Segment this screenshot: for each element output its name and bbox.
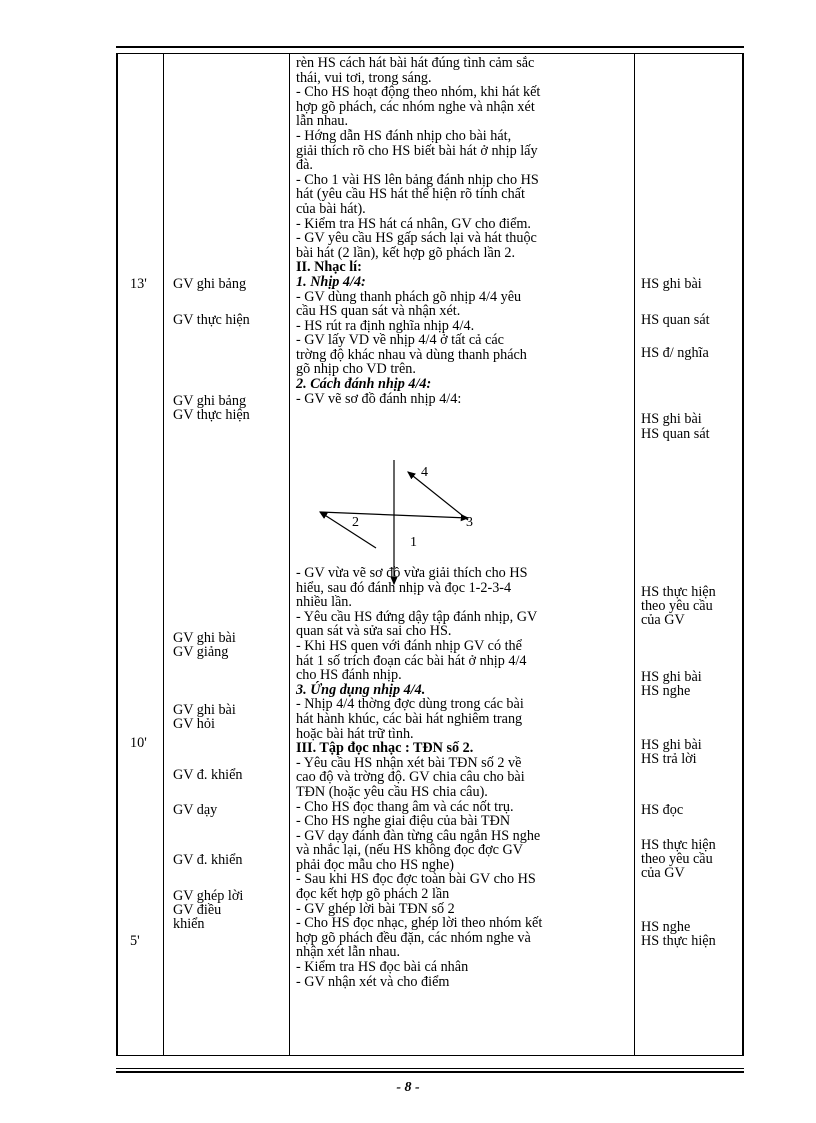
content-line: TĐN (hoặc yêu cầu HS chia câu).	[296, 783, 488, 800]
header-rule-thick	[116, 46, 744, 48]
content-line: - HS rút ra định nghĩa nhịp 4/4.	[296, 317, 475, 334]
teacher-activity: GV đ. khiển	[173, 852, 243, 868]
time-cell: 5'	[130, 933, 140, 949]
content-line: - Cho HS nghe giai điệu của bài TĐN	[296, 813, 511, 830]
table-border-left	[116, 54, 118, 1055]
content-line: hiểu, sau đó đánh nhịp và đọc 1-2-3-4	[296, 579, 512, 596]
student-activity: HS ghi bài	[641, 276, 702, 292]
teacher-activity: GV thực hiện	[173, 312, 250, 328]
content-line: đà.	[296, 157, 313, 174]
content-line: lẫn nhau.	[296, 113, 349, 130]
footer-rule-thin	[116, 1068, 744, 1069]
content-line: - Hớng dẫn HS đánh nhịp cho bài hát,	[296, 127, 512, 144]
content-line: giải thích rõ cho HS biết bài hát ở nhịp lấy	[296, 142, 538, 159]
content-line: nhận xét lẫn nhau.	[296, 944, 401, 961]
page-number: - 8 -	[396, 1080, 420, 1095]
student-activity: HS nghe	[641, 919, 691, 935]
content-line: - Kiểm tra HS hát cá nhân, GV cho điểm.	[296, 215, 531, 232]
content-line: - Yêu cầu HS đứng dậy tập đánh nhịp, GV	[296, 608, 538, 625]
teacher-activity: GV đ. khiển	[173, 767, 243, 783]
student-activity: HS trả lời	[641, 751, 697, 767]
table-bottom-rule	[116, 1055, 744, 1056]
content-line: cho HS đánh nhịp.	[296, 667, 402, 684]
teacher-activity: GV ghi bảng	[173, 393, 247, 409]
content-line: hợp gõ phách đều đặn, các nhóm nghe và	[296, 929, 531, 946]
teacher-activity: GV điều	[173, 902, 222, 918]
content-line: phải đọc mẫu cho HS nghe)	[296, 856, 454, 873]
content-line: - Sau khi HS đọc đợc toàn bài GV cho HS	[296, 871, 536, 888]
student-activity: HS ghi bài	[641, 737, 702, 753]
content-line: đọc kết hợp gõ phách 2 lần	[296, 886, 450, 903]
teacher-activity: GV ghi bảng	[173, 276, 247, 292]
beat-4-stroke	[408, 472, 468, 520]
col-divider-2	[289, 54, 290, 1055]
content-line: nhiều lần.	[296, 594, 352, 611]
student-activity: HS thực hiện	[641, 837, 716, 853]
content-line: thái, vui tơi, trong sáng.	[296, 69, 432, 86]
content-line: - GV dùng thanh phách gõ nhịp 4/4 yêu	[296, 288, 522, 305]
content-line: - Cho 1 vài HS lên bảng đánh nhịp cho HS	[296, 171, 539, 188]
student-activity: HS thực hiện	[641, 584, 716, 600]
content-line: - GV yêu cầu HS gấp sách lại và hát thuộc	[296, 230, 537, 247]
beat-label: 2	[352, 515, 359, 530]
student-activity: của GV	[641, 612, 685, 628]
content-line: quan sát và sửa sai cho HS.	[296, 623, 452, 640]
teacher-activity: GV ghi bài	[173, 702, 236, 718]
student-activity: HS đọc	[641, 802, 684, 818]
student-activity: HS nghe	[641, 683, 691, 699]
teacher-activity: GV hỏi	[173, 716, 215, 732]
content-line: gõ nhịp cho VD trên.	[296, 361, 416, 378]
content-line: - GV vẽ sơ đồ đánh nhịp 4/4:	[296, 390, 462, 407]
student-activity: HS ghi bài	[641, 411, 702, 427]
teacher-activity: GV dạy	[173, 802, 218, 818]
content-block-2	[296, 566, 626, 989]
content-line: hát (yêu cầu HS hát thể hiện rõ tính chất	[296, 186, 525, 203]
content-line: - Nhịp 4/4 thờng đợc dùng trong các bài	[296, 696, 524, 713]
col-divider-1	[163, 54, 164, 1055]
section-heading: II. Nhạc lí:	[296, 259, 362, 276]
content-line: - GV nhận xét và cho điểm	[296, 973, 450, 990]
student-activity: theo yêu cầu	[641, 598, 713, 614]
student-activity: theo yêu cầu	[641, 851, 713, 867]
content-line: - GV vừa vẽ sơ đồ vừa giải thích cho HS	[296, 565, 528, 581]
subsection-heading: 3. Ứng dụng nhịp 4/4.	[296, 681, 426, 698]
teacher-activity: khiển	[173, 916, 205, 932]
beat-label: 3	[466, 515, 473, 530]
content-line: cầu HS quan sát và nhận xét.	[296, 303, 461, 320]
content-line: - Cho HS đọc nhạc, ghép lời theo nhóm kết	[296, 915, 543, 932]
content-line: hát hành khúc, các bài hát nghiêm trang	[296, 710, 523, 727]
content-line: - Cho HS đọc thang âm và các nốt trụ.	[296, 798, 514, 815]
time-cell: 10'	[130, 735, 147, 751]
student-activity: HS ghi bài	[641, 669, 702, 685]
content-line: rèn HS cách hát bài hát đúng tình cảm sắc	[296, 55, 535, 71]
content-line: bài hát (2 lần), kết hợp gõ phách lần 2.	[296, 244, 516, 261]
subsection-heading: 2. Cách đánh nhịp 4/4:	[296, 376, 432, 393]
content-line: - GV ghép lời bài TĐN số 2	[296, 900, 455, 917]
subsection-heading: 1. Nhịp 4/4:	[296, 273, 366, 290]
content-line: hoặc bài hát trữ tình.	[296, 725, 414, 742]
content-line: - Yêu cầu HS nhận xét bài TĐN số 2 về	[296, 754, 522, 771]
student-activity: của GV	[641, 865, 685, 881]
student-activity: HS quan sát	[641, 426, 710, 442]
content-line: hợp gõ phách, các nhóm nghe và nhận xét	[296, 98, 535, 115]
content-line: hát 1 số trích đoạn các bài hát ở nhịp 4/4	[296, 652, 527, 669]
student-activity: HS quan sát	[641, 312, 710, 328]
teacher-activity: GV ghi bài	[173, 630, 236, 646]
content-line: cao độ và trờng độ. GV chia câu cho bài	[296, 769, 525, 786]
col-divider-3	[634, 54, 635, 1055]
table-border-right	[742, 54, 744, 1055]
teacher-activity: GV ghép lời	[173, 888, 244, 904]
beat-2-stroke	[320, 512, 376, 548]
content-line: - Khi HS quen với đánh nhịp GV có thể	[296, 637, 522, 654]
student-activity: HS thực hiện	[641, 933, 716, 949]
content-line: - Kiểm tra HS đọc bài cá nhân	[296, 959, 469, 976]
content-line: - GV dạy đánh đàn từng câu ngắn HS nghe	[296, 827, 541, 844]
footer-rule-thick	[116, 1071, 744, 1073]
student-activity: HS đ/ nghĩa	[641, 345, 709, 361]
content-line: và nhắc lại, (nếu HS không đọc đợc GV	[296, 842, 523, 859]
content-line: trờng độ khác nhau và dùng thanh phách	[296, 346, 527, 363]
beat-label: 4	[421, 465, 428, 480]
teacher-activity: GV giảng	[173, 644, 229, 660]
content-line: - GV lấy VD về nhịp 4/4 ở tất cả các	[296, 332, 504, 349]
time-cell: 13'	[130, 276, 147, 292]
content-line: của bài hát).	[296, 200, 366, 217]
content-line: - Cho HS hoạt động theo nhóm, khi hát kết	[296, 84, 541, 101]
section-heading: III. Tập đọc nhạc : TĐN số 2.	[296, 740, 474, 757]
beat-label: 1	[410, 535, 417, 550]
content-block-1	[296, 56, 626, 406]
teacher-activity: GV thực hiện	[173, 407, 250, 423]
